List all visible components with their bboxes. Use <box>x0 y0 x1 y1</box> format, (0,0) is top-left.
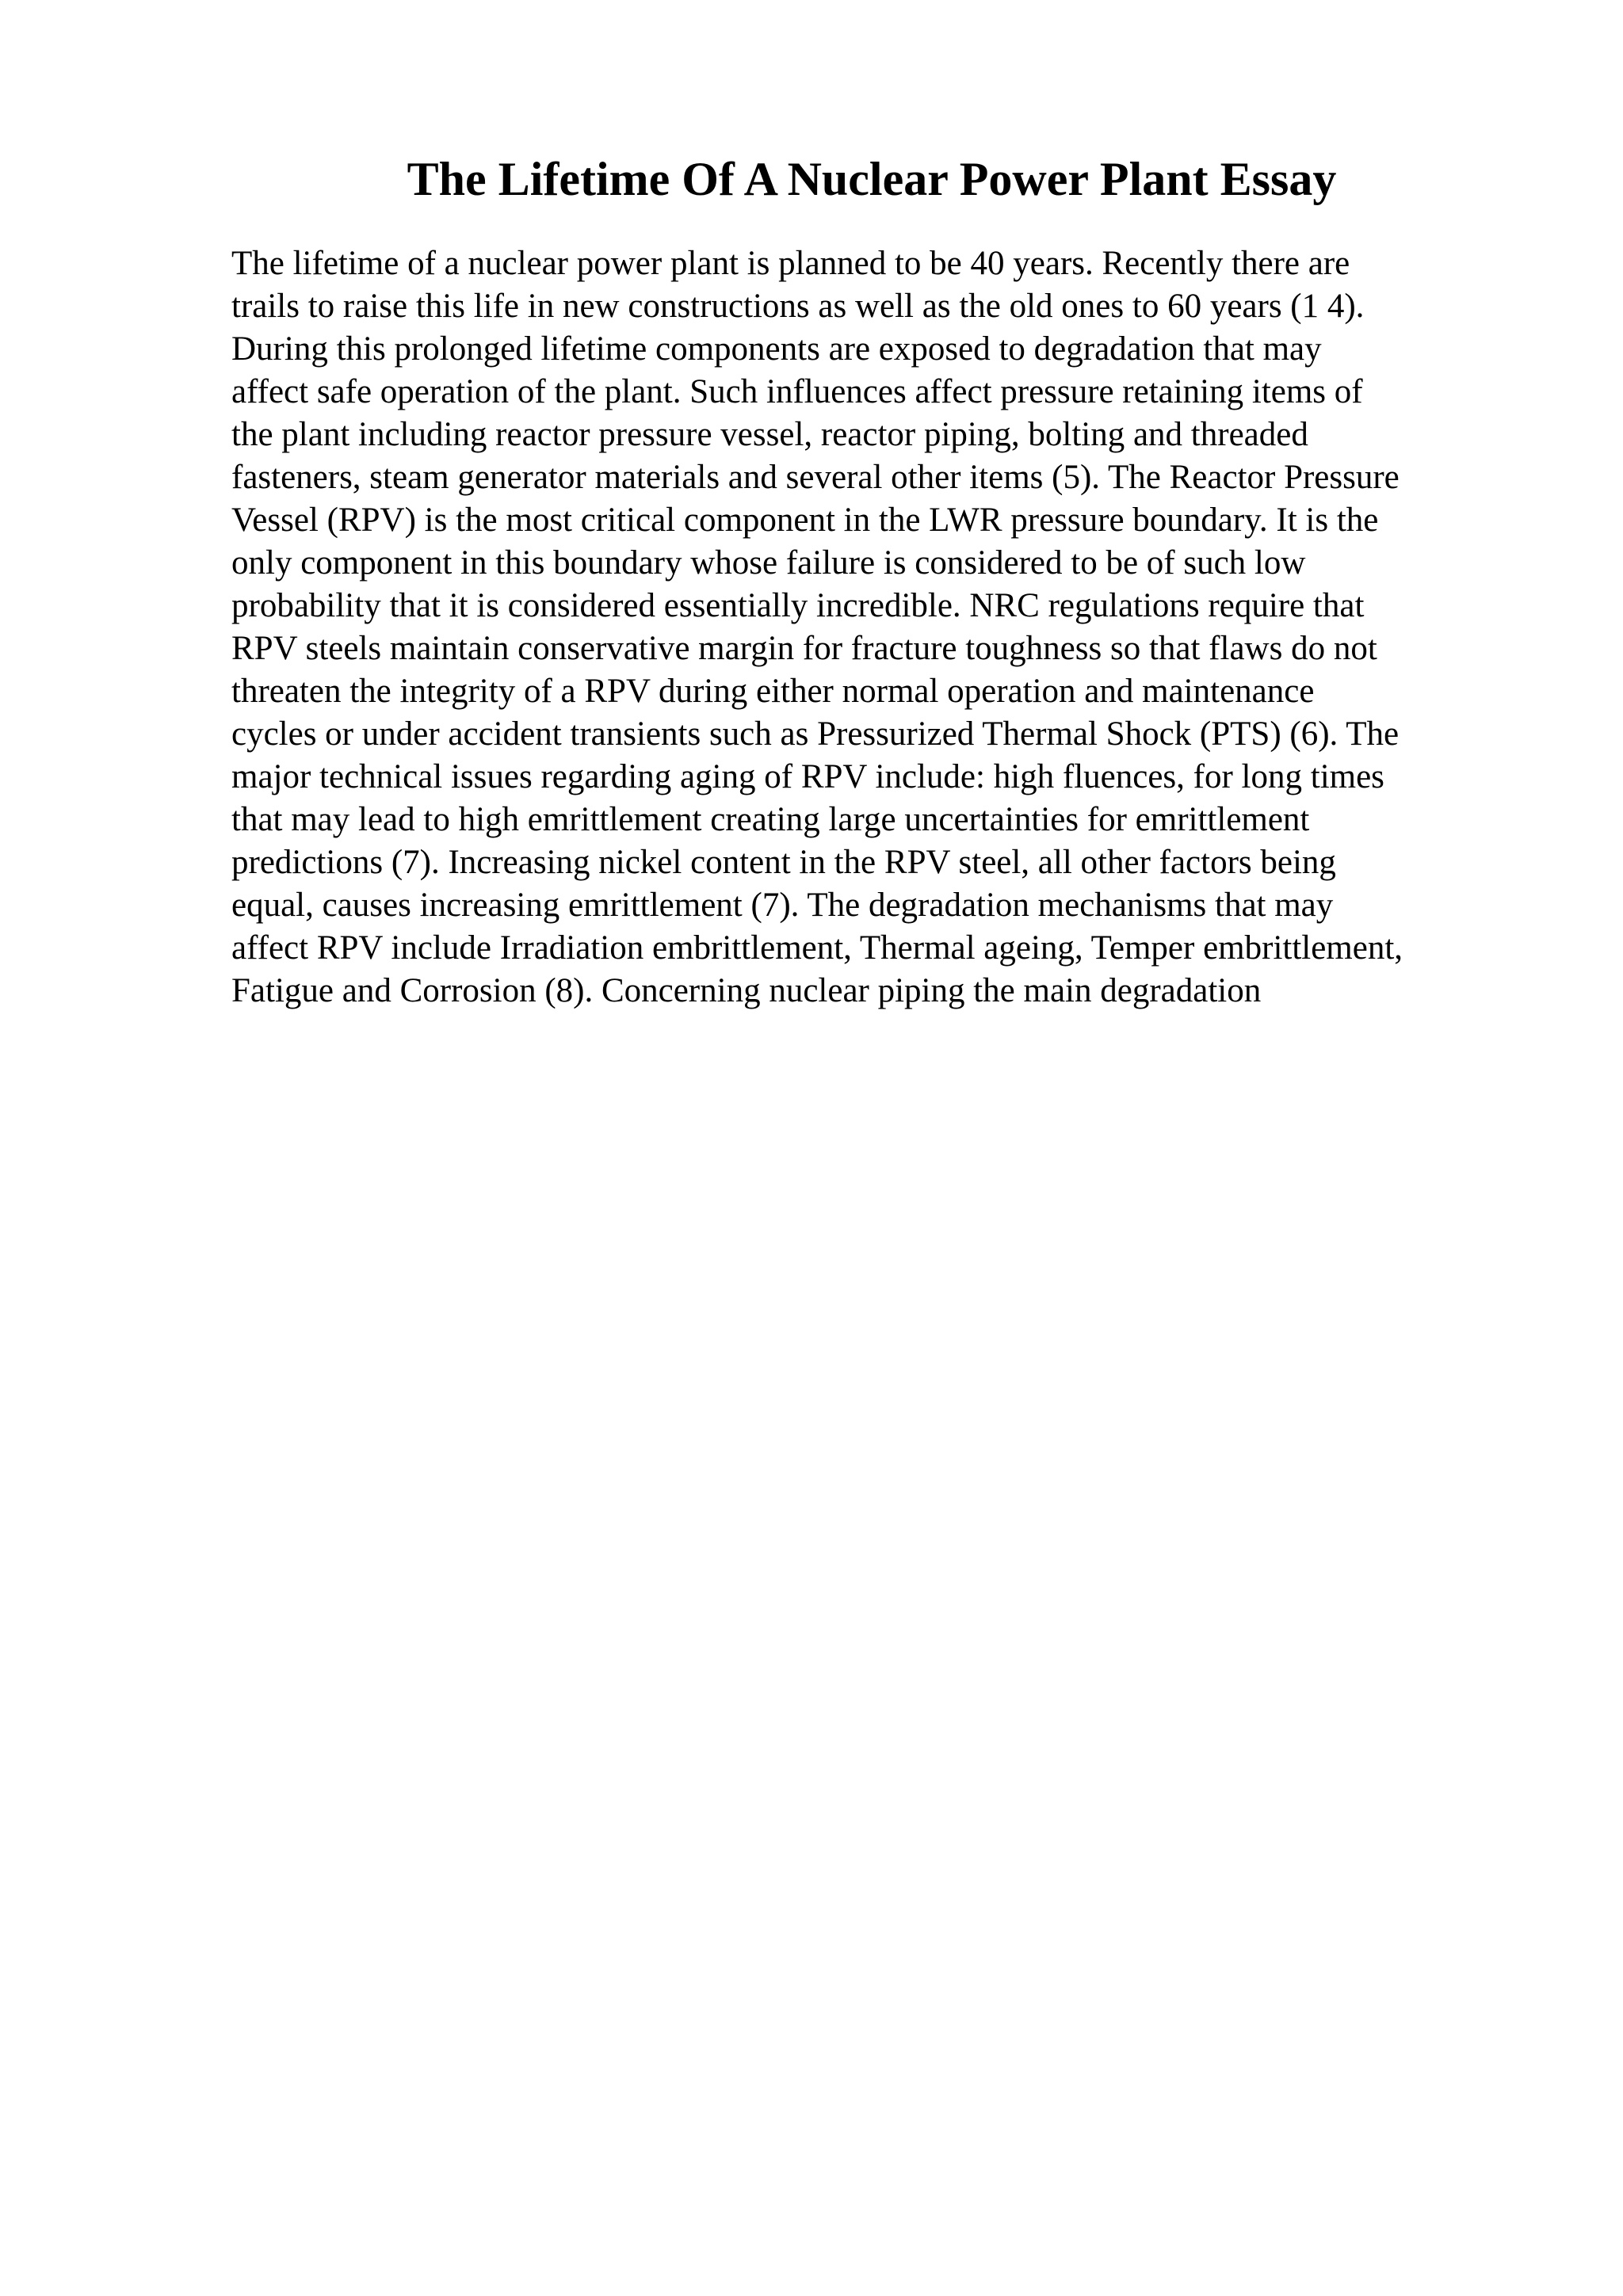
paragraph-line: trails to raise this life in new constructions as well as the old ones to 60 years (1 4). <box>231 288 1365 325</box>
paragraph-line: major technical issues regarding aging of RPV include: high fluences, for long times <box>231 758 1384 795</box>
paragraph-line: the plant including reactor pressure vessel, reactor piping, bolting and threaded <box>231 416 1308 453</box>
paragraph-line: During this prolonged lifetime components are exposed to degradation that may <box>231 330 1322 368</box>
paragraph-line: cycles or under accident transients such as Pressurized Thermal Shock (PTS) (6). The <box>231 715 1400 753</box>
paragraph-line: threaten the integrity of a RPV during either normal operation and maintenance <box>231 673 1315 710</box>
document-title: The Lifetime Of A Nuclear Power Plant Essay <box>407 153 1337 205</box>
paragraph-line: probability that it is considered essentially incredible. NRC regulations require that <box>231 587 1365 624</box>
paragraph-line: The lifetime of a nuclear power plant is planned to be 40 years. Recently there are <box>231 245 1350 282</box>
essay-paragraph <box>231 242 1579 1013</box>
paragraph-line: fasteners, steam generator materials and several other items (5). The Reactor Pressure <box>231 459 1400 496</box>
paragraph-line: Vessel (RPV) is the most critical component in the LWR pressure boundary. It is the <box>231 502 1379 539</box>
paragraph-line: that may lead to high emrittlement creating large uncertainties for emrittlement <box>231 801 1310 838</box>
paragraph-line: predictions (7). Increasing nickel content in the RPV steel, all other factors being <box>231 844 1336 881</box>
paragraph-line: affect safe operation of the plant. Such influences affect pressure retaining items of <box>231 373 1363 410</box>
paragraph-line: only component in this boundary whose failure is considered to be of such low <box>231 544 1306 582</box>
paragraph-line: RPV steels maintain conservative margin for fracture toughness so that flaws do not <box>231 630 1377 667</box>
paragraph-line: Fatigue and Corrosion (8). Concerning nuclear piping the main degradation <box>231 972 1262 1009</box>
paragraph-line: equal, causes increasing emrittlement (7). The degradation mechanisms that may <box>231 887 1334 924</box>
paragraph-line: affect RPV include Irradiation embrittlement, Thermal ageing, Temper embrittlement, <box>231 929 1403 967</box>
